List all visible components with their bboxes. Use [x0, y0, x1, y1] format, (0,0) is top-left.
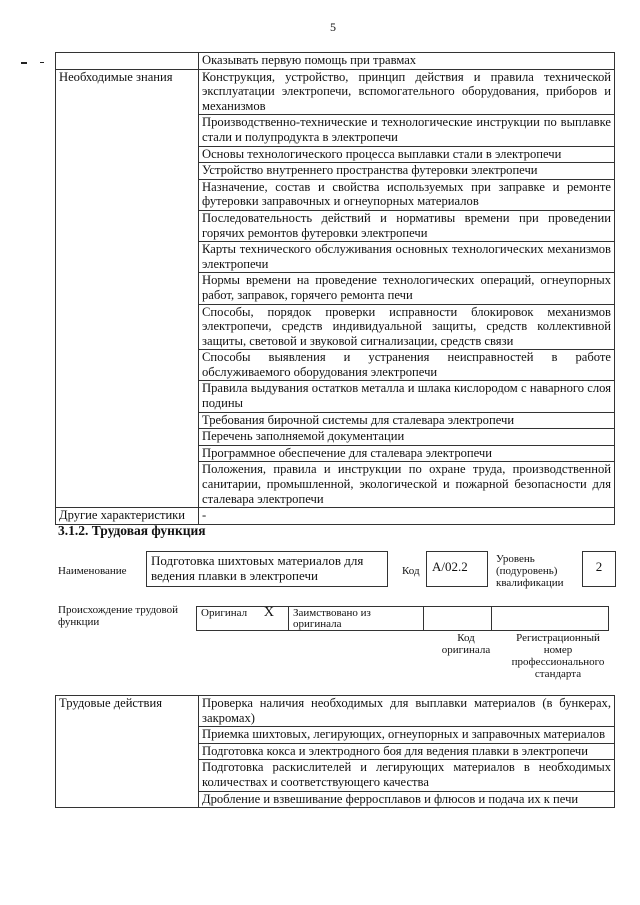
knowledge-item: Устройство внутреннего пространства футеровки электропечи — [199, 163, 615, 180]
actions-label: Трудовые действия — [56, 696, 199, 808]
code-box — [426, 551, 488, 587]
knowledge-item: Способы, порядок проверки исправности блокировок механизмов электропечи, средств индивидуальной защиты, средств коллективной защиты, световой и звуковой сигнализации, средств связи — [199, 304, 615, 350]
actions-table — [55, 695, 615, 808]
knowledge-item: Последовательность действий и нормативы времени при проведении горячих ремонтов футеровки электропечи — [199, 210, 615, 241]
other-value: - — [199, 508, 615, 525]
knowledge-item: Назначение, состав и свойства используемых при заправке и ремонте футеровки заправочных и огнеупорных материалов — [199, 179, 615, 210]
knowledge-item: Программное обеспечение для сталевара электропечи — [199, 445, 615, 462]
origin-label: Происхождение трудовой функции — [58, 604, 179, 628]
function-name: Подготовка шихтовых материалов для ведения плавки в электропечи — [151, 553, 364, 583]
knowledge-item: Положения, правила и инструкции по охране труда, производственной санитарии, промышленной, экологической и пожарной безопасности для сталевара электропечи — [199, 462, 615, 508]
other-label: Другие характеристики — [56, 508, 199, 525]
knowledge-table — [55, 52, 615, 525]
level-label: Уровень (подуровень) квалификации — [496, 553, 564, 589]
level-value: 2 — [595, 559, 603, 574]
code-label: Код — [402, 565, 420, 577]
action-item: Дробление и взвешивание ферросплавов и флюсов и подача их к печи — [199, 791, 615, 808]
action-item: Подготовка раскислителей и легирующих материалов в необходимых количествах и соответствующего качества — [199, 760, 615, 791]
level-box — [582, 551, 616, 587]
knowledge-item: Карты технического обслуживания основных технологических механизмов электропечи — [199, 242, 615, 273]
action-item: Подготовка кокса и электродного боя для ведения плавки в электропечи — [199, 743, 615, 760]
name-label: Наименование — [58, 565, 127, 577]
table-cell: Оказывать первую помощь при травмах — [199, 53, 615, 70]
knowledge-item: Способы выявления и устранения неисправностей в работе обслуживаемого оборудования электропечи — [199, 350, 615, 381]
borrowed-label: Заимствовано из оригинала — [293, 607, 371, 630]
original-label: Оригинал — [201, 607, 248, 619]
knowledge-label: Необходимые знания — [56, 69, 199, 508]
code-original-caption: Код оригинала — [441, 632, 491, 656]
borrowed-cell — [289, 607, 424, 631]
page-number: 5 — [330, 20, 336, 34]
blank-cell — [56, 53, 199, 70]
knowledge-item: Правила выдувания остатков металла и шлака кислородом с наварного слоя подины — [199, 381, 615, 412]
section-heading: 3.1.2. Трудовая функция — [58, 523, 206, 538]
knowledge-item: Требования бирочной системы для сталевара электропечи — [199, 412, 615, 429]
origin-table — [196, 606, 609, 631]
scan-mark — [21, 62, 27, 64]
code-original-cell — [424, 607, 492, 631]
knowledge-item: Нормы времени на проведение технологических операций, огнеупорных работ, заправок, горячего ремонта печи — [199, 273, 615, 304]
knowledge-item: Производственно-технические и технологические инструкции по выплавке стали и полупродукта в электропечи — [199, 115, 615, 146]
knowledge-item: Перечень заполняемой документации — [199, 429, 615, 446]
action-item: Проверка наличия необходимых для выплавки материалов (в бункерах, закромах) — [199, 696, 615, 727]
original-mark: X — [263, 605, 274, 620]
knowledge-item: Конструкция, устройство, принцип действия и правила технической эксплуатации электропечи, вспомогательного оборудования, приборов и механизмов — [199, 69, 615, 115]
action-item: Приемка шихтовых, легирующих, огнеупорных и заправочных материалов — [199, 727, 615, 744]
knowledge-item: Основы технологического процесса выплавки стали в электропечи — [199, 146, 615, 163]
scan-mark — [40, 62, 44, 63]
original-cell — [197, 607, 289, 631]
function-name-box — [146, 551, 388, 587]
reg-number-caption: Регистрационный номер профессионального стандарта — [511, 632, 605, 680]
code-value: А/02.2 — [432, 559, 468, 574]
reg-number-cell — [492, 607, 609, 631]
